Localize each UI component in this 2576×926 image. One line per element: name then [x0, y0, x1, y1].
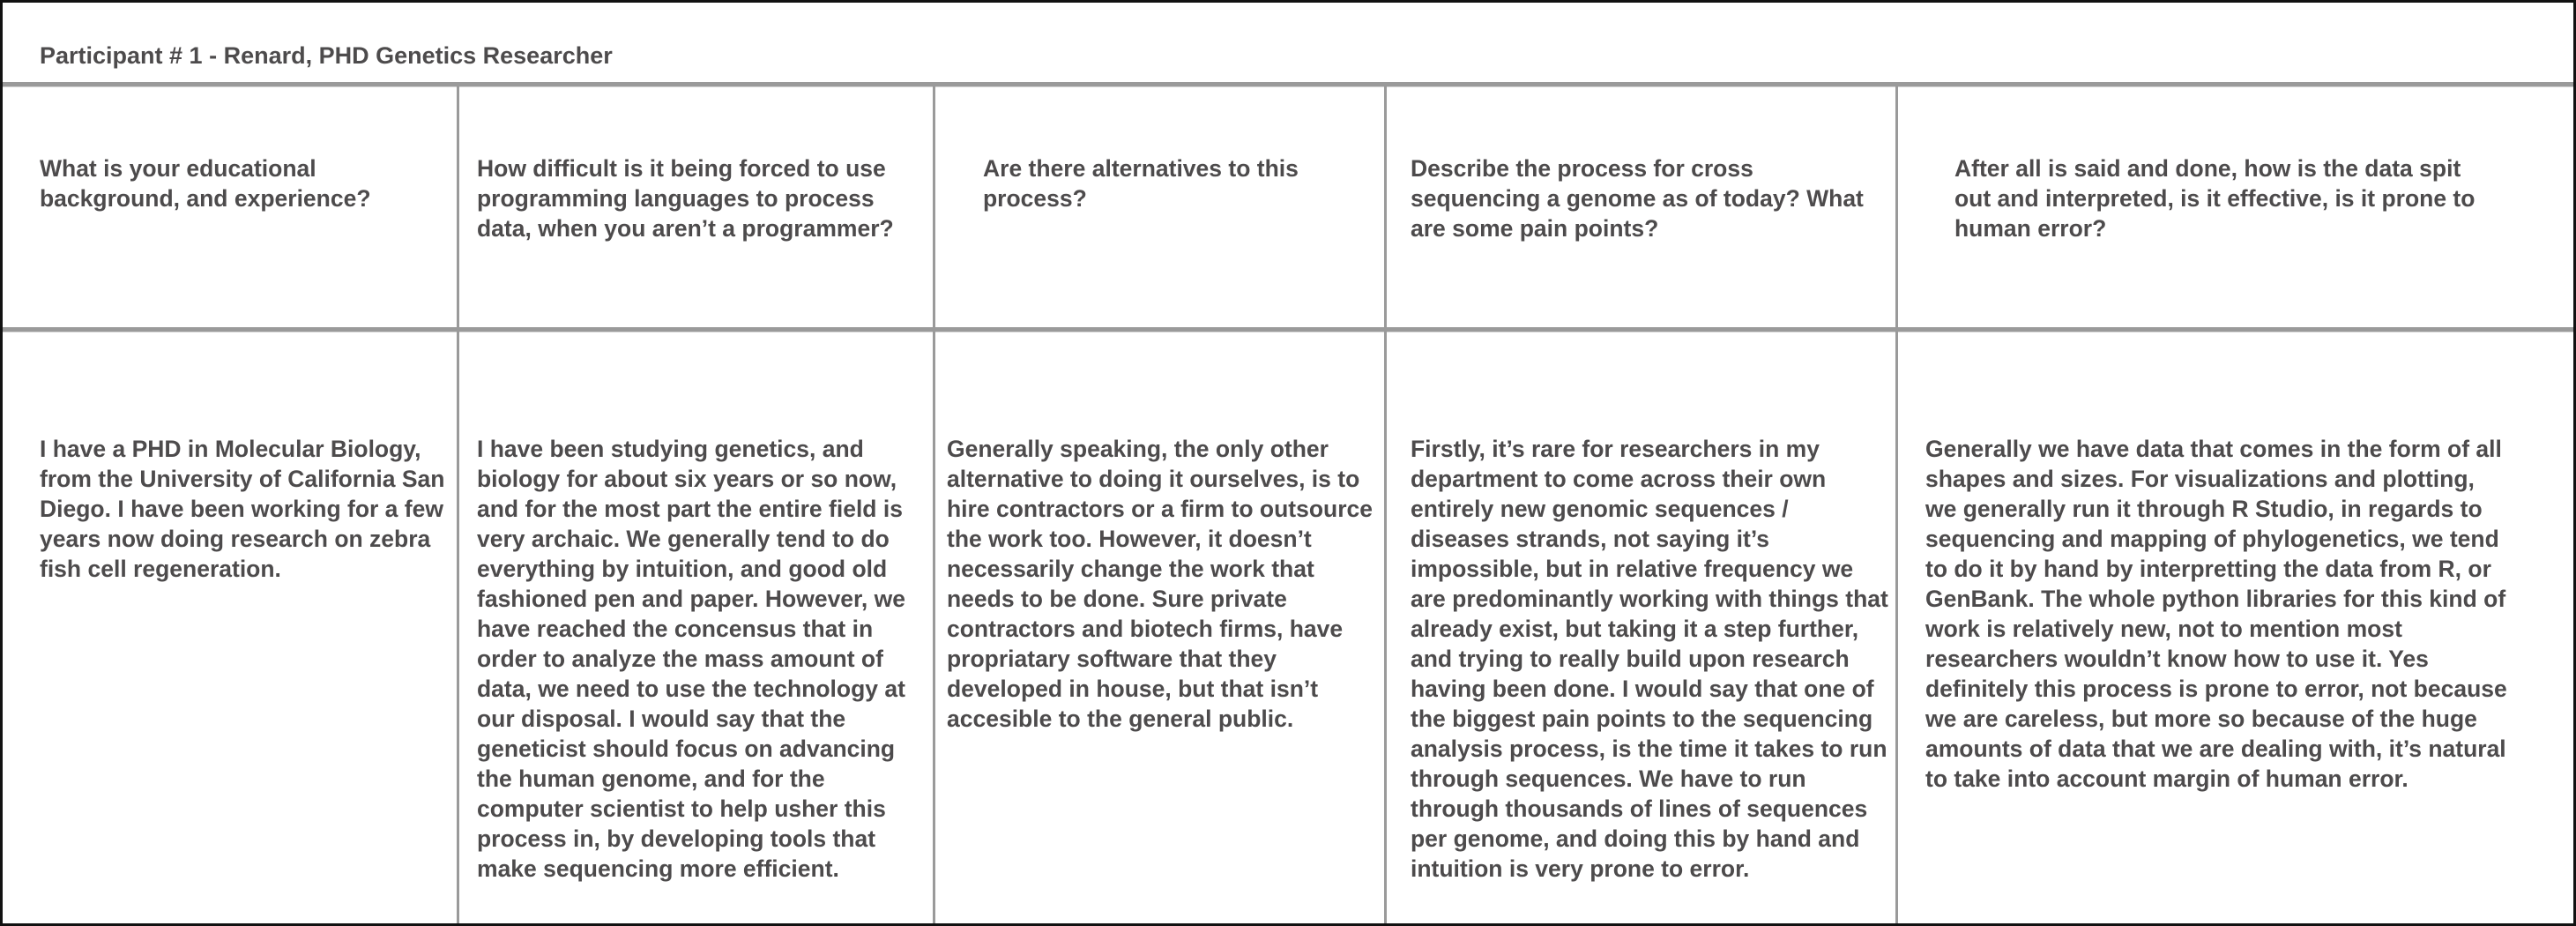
- question-row-divider: [3, 327, 2573, 332]
- question-alternatives: Are there alternatives to this process?: [983, 155, 1299, 212]
- answer-data-interpretation: Generally we have data that comes in the form of all shapes and sizes. For visualizations and plotting, we generally run it through R Studio, in regards to sequencing and mapping of phylogenetics, we tend to do it by hand by interpretting the data from R, or GenBank. The whole python libraries for this kind of work is relatively new, not to mention most researchers wouldn’t know how to use it. Yes definitely this process is prone to error, not because we are careless, but more so because of the huge amounts of data that we are dealing with, it’s natural to take into account margin of human error.: [1925, 436, 2507, 792]
- question-data-interpretation: After all is said and done, how is the data spit out and interpreted, is it effective, is it prone to human error?: [1954, 155, 2475, 242]
- column-divider-1: [457, 85, 459, 923]
- answer-education: I have a PHD in Molecular Biology, from the University of California San Diego. I have been working for a few years now doing research on zebra fish cell regeneration.: [40, 436, 445, 582]
- answer-programming-difficulty: I have been studying genetics, and biology for about six years or so now, and for the most part the entire field is very archaic. We generally tend to do everything by intuition, and good old fashioned pen and paper. However, we have reached the concensus that in order to analyze the mass amount of data, we need to use the technology at our disposal. I would say that the geneticist should focus on advancing the human genome, and for the computer scientist to help usher this process in, by developing tools that make sequencing more efficient.: [477, 436, 905, 882]
- title-row-divider: [3, 82, 2573, 87]
- column-divider-2: [933, 85, 935, 923]
- column-divider-4: [1895, 85, 1898, 923]
- answer-alternatives: Generally speaking, the only other alternative to doing it ourselves, is to hire contractors or a firm to outsource the work too. However, it doesn’t necessarily change the work that needs to be done. Sure private contractors and biotech firms, have propriatary software that they developed in house, but that isn’t accesible to the general public.: [947, 436, 1373, 732]
- question-programming-difficulty: How difficult is it being forced to use programming languages to process data, when you aren’t a programmer?: [477, 155, 894, 242]
- question-sequencing-process: Describe the process for cross sequencing a genome as of today? What are some pain points?: [1411, 155, 1864, 242]
- participant-title: Participant # 1 - Renard, PHD Genetics Researcher: [40, 42, 613, 69]
- answer-sequencing-process: Firstly, it’s rare for researchers in my department to come across their own entirely new genomic sequences / diseases strands, not saying it’s impossible, but in relative frequency we are predominantly working with things that already exist, but taking it a step further, and trying to really build upon research having been done. I would say that one of the biggest pain points to the sequencing analysis process, is the time it takes to run through sequences. We have to run through thousands of lines of sequences per genome, and doing this by hand and intuition is very prone to error.: [1411, 436, 1888, 882]
- question-education: What is your educational background, and experience?: [40, 155, 371, 212]
